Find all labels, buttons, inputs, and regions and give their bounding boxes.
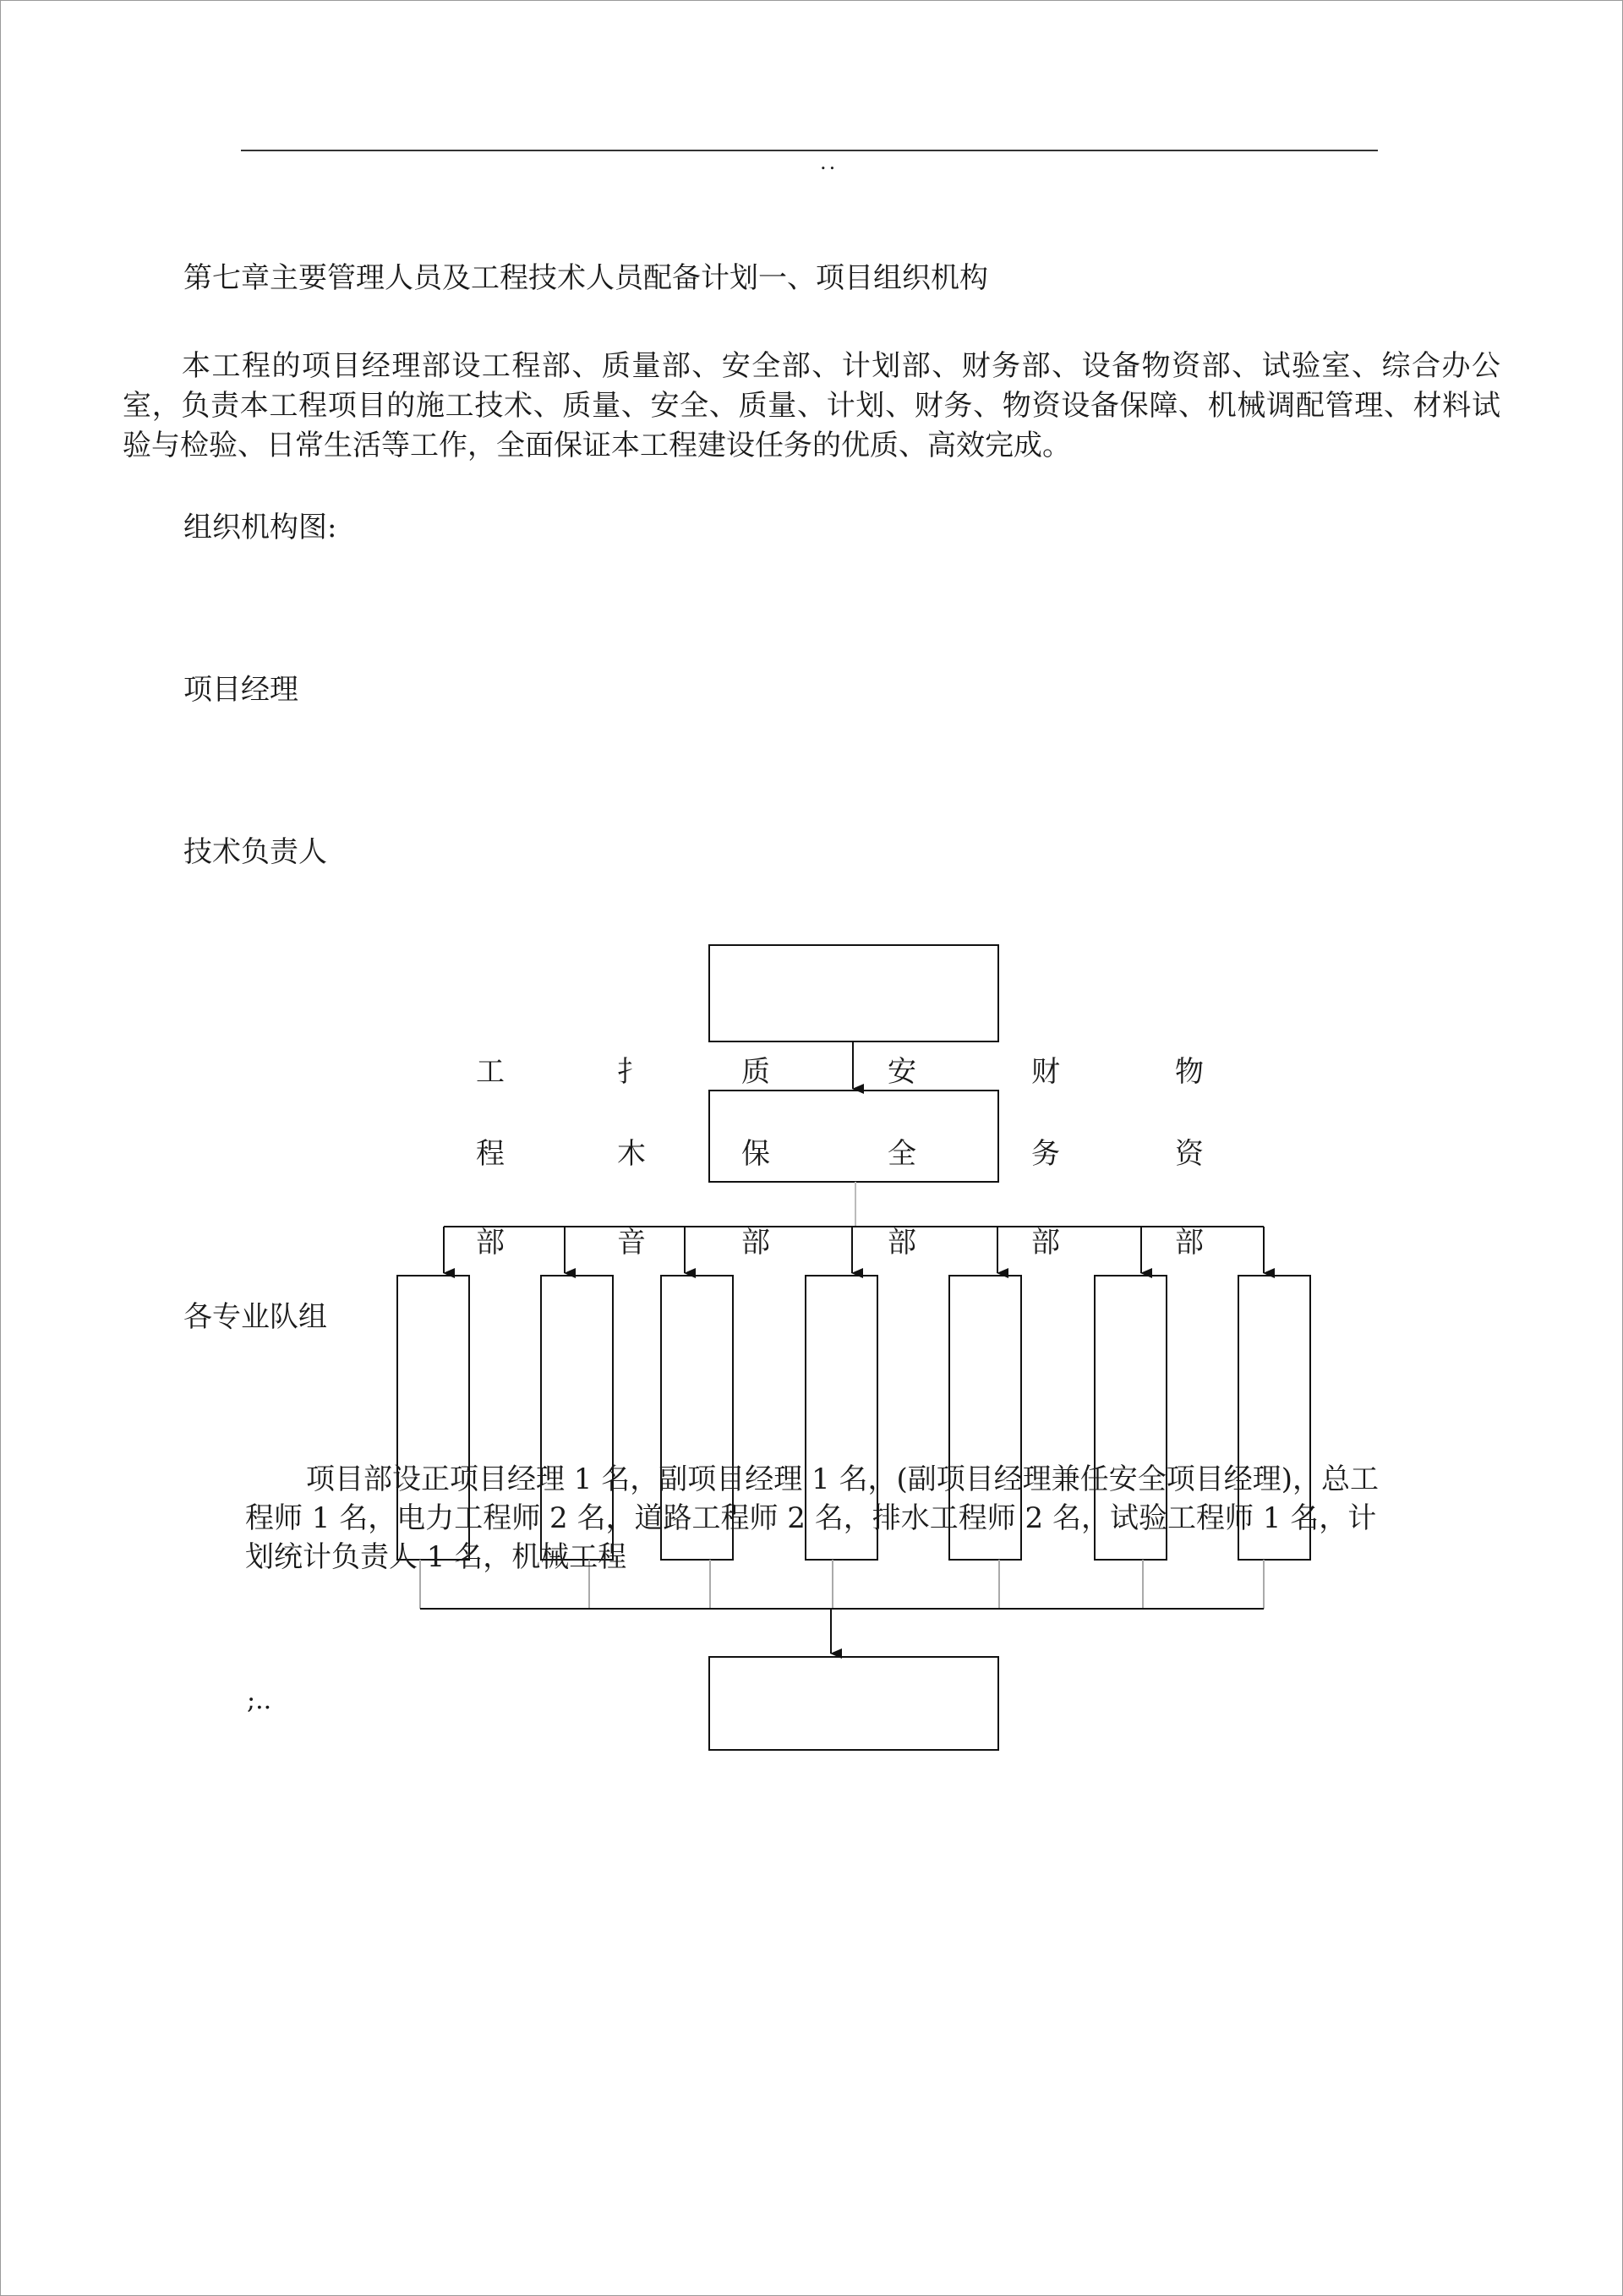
dept-quality-char-3: 部 bbox=[741, 1226, 770, 1260]
org-box-manager bbox=[709, 945, 998, 1041]
tech-lead-label: 技术负责人 bbox=[183, 835, 327, 869]
dept-finance-char-1: 财 bbox=[1031, 1055, 1060, 1089]
dept-finance-char-2: 务 bbox=[1031, 1137, 1060, 1171]
dept-quality-char-1: 质 bbox=[741, 1055, 770, 1089]
dept-engineering-char-3: 部 bbox=[476, 1226, 505, 1260]
dept-safety-char-2: 全 bbox=[888, 1137, 916, 1171]
chapter-title: 第七章主要管理人员及工程技术人员配备计划一、项目组织机构 bbox=[183, 261, 988, 295]
dept-safety-char-1: 安 bbox=[888, 1055, 916, 1089]
staffing-paragraph: 项目部设正项目经理 1 名，副项目经理 1 名，(副项目经理兼任安全项目经理)，总工程师 1 名，电力工程师 2 名，道路工程师 2 名，排水工程师 2 名，试验工程师 1 名，计划统计负责人 1 名，机械工程 bbox=[245, 1462, 1380, 1574]
org-chart-label: 组织机构图: bbox=[183, 511, 337, 544]
dept-materials-char-2: 资 bbox=[1175, 1137, 1204, 1171]
dept-technical-char-2: 木 bbox=[617, 1137, 646, 1171]
dept-technical-char-1: 扌 bbox=[617, 1055, 646, 1089]
dept-materials-char-1: 物 bbox=[1175, 1055, 1204, 1089]
dept-technical-char-3: 音 bbox=[617, 1226, 646, 1260]
teams-label: 各专业队组 bbox=[183, 1300, 327, 1334]
intro-paragraph: 本工程的项目经理部设工程部、质量部、安全部、计划部、财务部、设备物资部、试验室、综合办公室，负责本工程项目的施工技术、质量、安全、质量、计划、财务、物资设备保障、机械调配管理、材料试验与检验、日常生活等工作，全面保证本工程建设任务的优质、高效完成。 bbox=[123, 349, 1500, 462]
dept-materials-char-3: 部 bbox=[1175, 1226, 1204, 1260]
footer-marker: ;.. bbox=[247, 1686, 272, 1715]
dept-engineering-char-2: 程 bbox=[476, 1137, 505, 1171]
project-manager-label: 项目经理 bbox=[183, 673, 298, 707]
dept-finance-char-3: 部 bbox=[1031, 1226, 1060, 1260]
header-dots: .. bbox=[820, 150, 839, 174]
dept-safety-char-3: 部 bbox=[888, 1226, 916, 1260]
dept-quality-char-2: 保 bbox=[741, 1137, 770, 1171]
dept-engineering-char-1: 工 bbox=[476, 1055, 505, 1089]
org-box-teams bbox=[709, 1657, 998, 1750]
